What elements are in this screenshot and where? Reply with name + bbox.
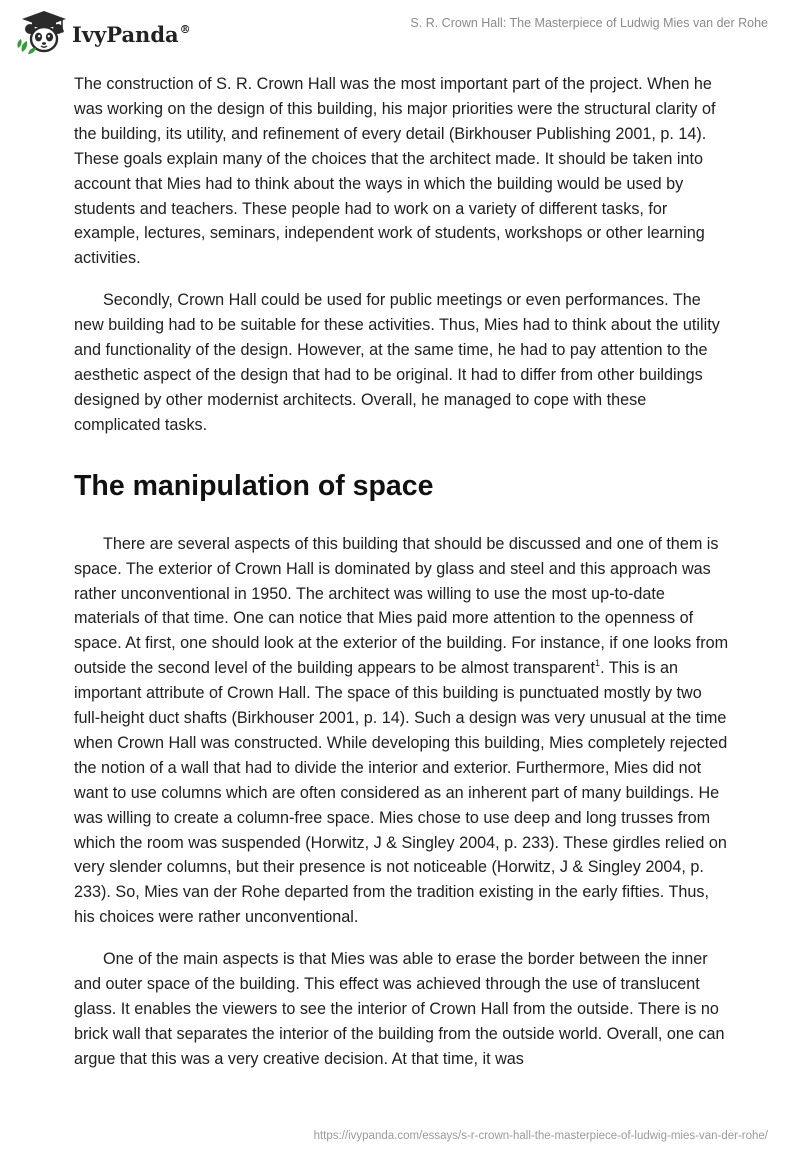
footnote-reference[interactable]: 1 [595,658,601,669]
body-paragraph-4: One of the main aspects is that Mies was able to erase the border between the inner and outer space of the building. This effect was achieved through the use of translucent glass. It enables the viewers to see the interior of Crown Hall from the outside. There is no brick wall that separates the interior of the building from the outside world. Overall, one can argue that this was a very creative decision. At that time, it was [74,950,725,1068]
document-title: S. R. Crown Hall: The Masterpiece of Ludwig Mies van der Rohe [410,16,768,30]
source-url[interactable]: https://ivypanda.com/essays/s-r-crown-hall-the-masterpiece-of-ludwig-mies-van-der-rohe/ [313,1130,768,1142]
brand-name [72,22,191,47]
panda-graduate-logo-icon [14,8,70,56]
body-paragraph-2: Secondly, Crown Hall could be used for public meetings or even performances. The new building had to be suitable for these activities. Thus, Mies had to think about the utility and functionality of the design. However, at the same time, he had to pay attention to the aesthetic aspect of the design that had to be original. It had to differ from other buildings designed by other modernist architects. Overall, he managed to cope with these complicated tasks. [74,291,720,434]
page-header [0,0,800,60]
essay-content [74,72,730,1072]
body-paragraph-3 [74,532,730,931]
section-heading: The manipulation of space [74,469,434,502]
ivypanda-logo[interactable] [14,8,191,56]
body-paragraph-1: The construction of S. R. Crown Hall was the most important part of the project. When he was working on the design of this building, his major priorities were the structural clarity of the building, its utility, and refinement of every detail (Birkhouser Publishing 2001, p. 14). These goals explain many of the choices that the architect made. It should be taken into account that Mies had to think about the ways in which the building would be used by students and teachers. These people had to work on a variety of different tasks, for example, lectures, seminars, independent work of students, workshops or other learning activities. [74,75,716,268]
paragraph-text-after-footnote: . This is an important attribute of Crown Hall. The space of this building is punctuated mostly by two full-height duct shafts (Birkhouser 2001, p. 14). Such a design was very unusual at the time when Crown Hall was constructed. While developing this building, Mies completely rejected the notion of a wall that had to divide the interior and exterior. Furthermore, Mies did not want to use columns which are often considered as an inherent part of many buildings. He was willing to create a column-free space. Mies chose to use deep and long trusses from which the room was suspended (Horwitz, J & Singley 2004, p. 233). These girdles relied on very slender columns, but their presence is not noticeable (Horwitz, J & Singley 2004, p. 233). So, Mies van der Rohe departed from the tradition existing in the early fifties. Thus, his choices were rather unconventional. [74,659,728,927]
brand-text: IvyPanda [72,21,179,47]
paragraph-text-before-footnote: There are several aspects of this building that should be discussed and one of them is space. The exterior of Crown Hall is dominated by glass and steel and this approach was rather unconventional in 1950. The architect was willing to use the most up-to-date materials of that time. One can notice that Mies paid more attention to the openness of space. At first, one should look at the exterior of the building. For instance, if one looks from outside the second level of the building appears to be almost transparent [74,534,729,678]
registered-mark: ® [179,22,191,36]
